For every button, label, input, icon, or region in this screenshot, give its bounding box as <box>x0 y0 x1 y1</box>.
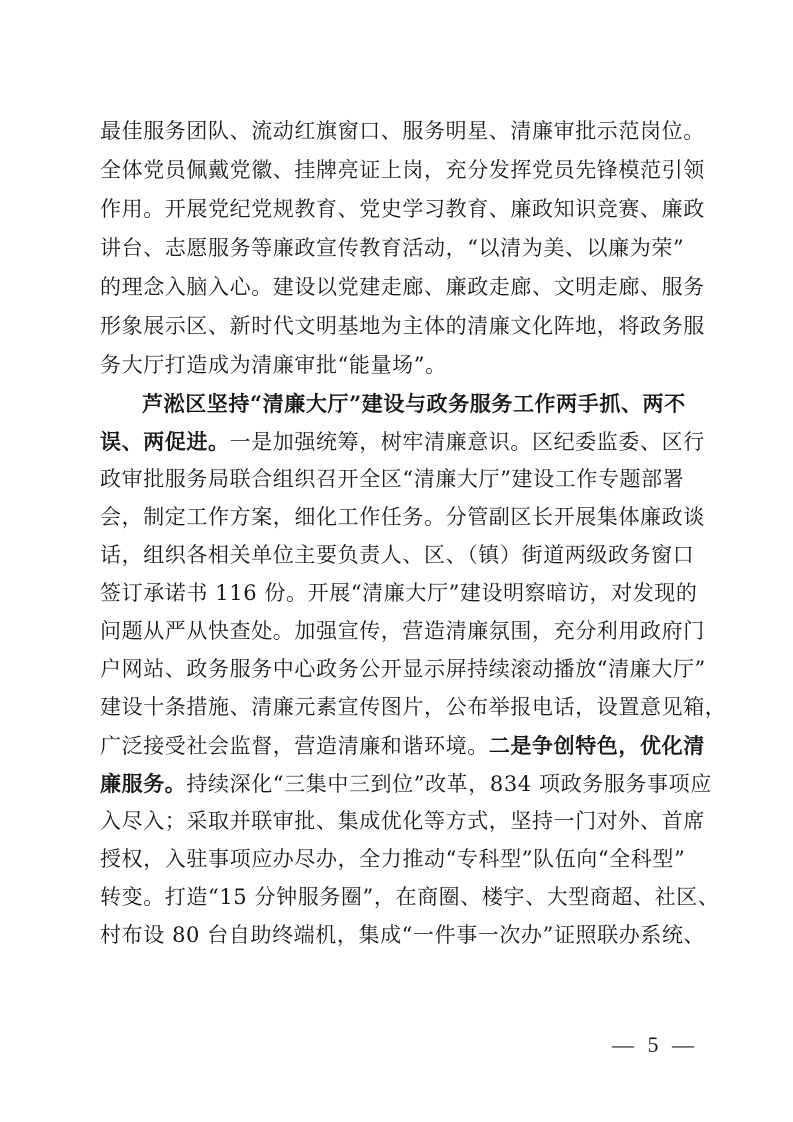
paragraph1-line: 形象展示区、新时代文明基地为主体的清廉文化阵地，将政务服 <box>100 314 705 338</box>
paragraph2-lead-line: 芦淞区坚持“清廉大厅”建设与政务服务工作两手抓、两不 <box>142 391 686 416</box>
paragraph1-line: 全体党员佩戴党徽、挂牌亮证上岗，充分发挥党员先锋模范引领 <box>100 158 705 182</box>
paragraph2-line <box>100 423 705 460</box>
paragraph2-line: 建设十条措施、清廉元素宣传图片，公布举报电话，设置意见箱， <box>100 695 727 719</box>
paragraph1-line: 讲台、志愿服务等廉政宣传教育活动，“以清为美、以廉为荣” <box>100 236 685 260</box>
paragraph2-line: 授权，入驻事项应办尽办，全力推动“专科型”队伍向“全科型” <box>100 847 686 871</box>
paragraph2-line: 入尽入；采取并联审批、集成优化等方式，坚持一门对外、首席 <box>100 809 705 833</box>
paragraph2-line: 问题从严从快查处。加强宣传，营造清廉氛围，充分利用政府门 <box>100 619 705 643</box>
paragraph2-lead-end: 误、两促进。 <box>100 429 230 454</box>
paragraph1-line: 的理念入脑入心。建设以党建走廊、廉政走廊、文明走廊、服务 <box>100 275 705 299</box>
paragraph2-line <box>100 727 705 764</box>
page-number: — 5 — <box>612 1032 698 1057</box>
paragraph1-line: 作用。开展党纪党规教育、党史学习教育、廉政知识竞赛、廉政 <box>100 197 705 221</box>
paragraph2-line: 签订承诺书 116 份。开展“清廉大厅”建设明察暗访，对发现的 <box>100 581 698 605</box>
paragraph2-line: 村布设 80 台自助终端机，集成“一件事一次办”证照联办系统、 <box>100 923 706 947</box>
paragraph1-line: 最佳服务团队、流动红旗窗口、服务明星、清廉审批示范岗位。 <box>100 119 705 143</box>
paragraph2-line <box>100 765 712 802</box>
paragraph2-heading-two-end: 廉服务。 <box>100 771 187 796</box>
paragraph2-line-text: 一是加强统筹，树牢清廉意识。区纪委监委、区行 <box>229 430 705 454</box>
paragraph1-line: 务大厅打造成为清廉审批“能量场”。 <box>100 353 447 377</box>
paragraph2-line: 话，组织各相关单位主要负责人、区、（镇）街道两级政务窗口 <box>100 543 695 567</box>
paragraph2-heading-two: 二是争创特色，优化清 <box>488 733 705 758</box>
paragraph2-line-text: 广泛接受社会监督，营造清廉和谐环境。 <box>100 734 489 758</box>
paragraph2-line: 政审批服务局联合组织召开全区“清廉大厅”建设工作专题部署 <box>100 467 685 491</box>
paragraph2-line: 会，制定工作方案，细化工作任务。分管副区长开展集体廉政谈 <box>100 505 705 529</box>
paragraph2-line: 转变。打造“15 分钟服务圈”，在商圈、楼宇、大型商超、社区、 <box>100 885 720 909</box>
paragraph2-line-text: 持续深化“三集中三到位”改革，834 项政务服务事项应 <box>186 772 712 796</box>
paragraph2-line: 户网站、政务服务中心政务公开显示屏持续滚动播放“清廉大厅” <box>100 657 706 681</box>
